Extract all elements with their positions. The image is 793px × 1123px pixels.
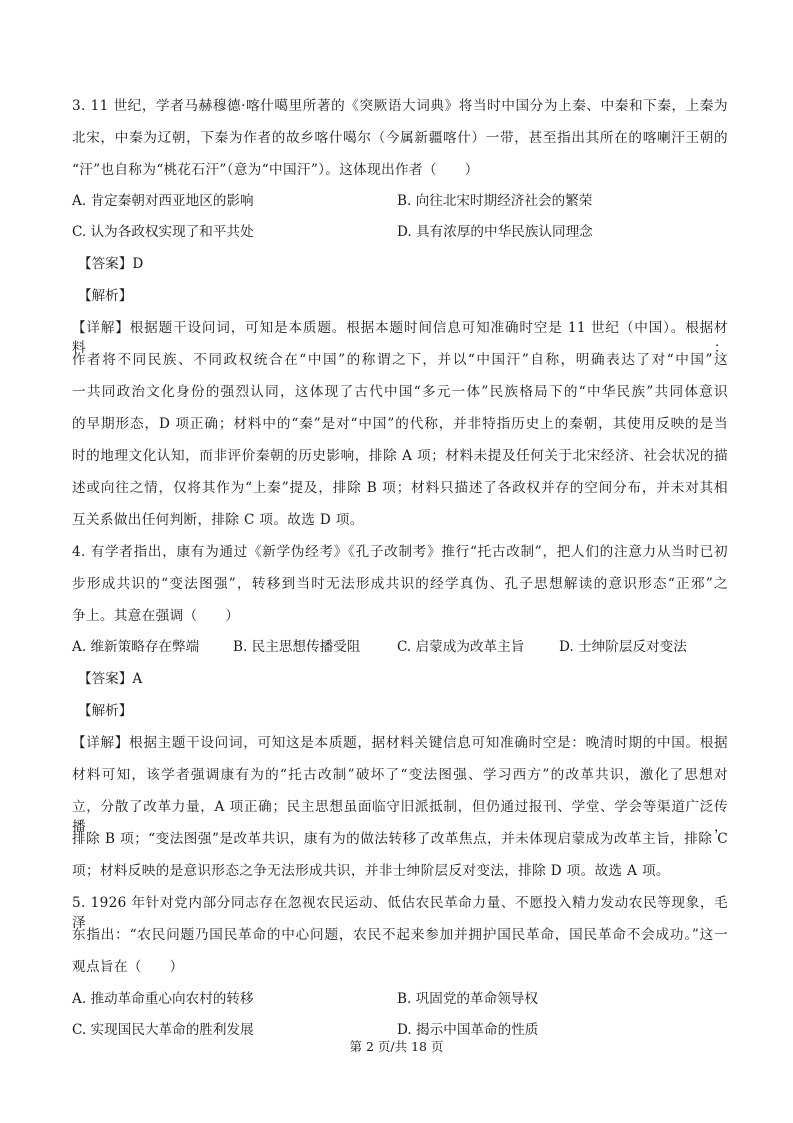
q4-detail-line-3: 立，分散了改革力量，A 项正确；民主思想虽面临守旧派抵制，但仍通过报刊、学堂、学会等渠道广泛传播，: [72, 799, 728, 835]
q5-stem-line-3: 观点旨在（ ）: [72, 959, 184, 975]
q3-option-d: D. 具有浓厚的中华民族认同理念: [397, 224, 593, 240]
q3-detail-line-1: 【详解】根据题干设问词，可知是本质题。根据本题时间信息可知准确时空是 11 世纪（中国）。根据材料：: [72, 320, 728, 356]
q5-option-a: A. 推动革命重心向农村的转移: [72, 991, 254, 1007]
page-footer: 第 2 页/共 18 页: [349, 1039, 444, 1054]
q4-option-b: B. 民主思想传播受阻: [233, 639, 361, 655]
q3-detail-line-6: 述或向往之情，仅将其作为“上秦”提及，排除 B 项；材料只描述了各政权并存的空间分布，并未对其相: [72, 480, 728, 496]
q4-detail-line-4: 排除 B 项；“变法图强”是改革共识，康有为的做法转移了改革焦点，并未体现启蒙成为改革主旨，排除 C: [72, 831, 728, 847]
q3-detail-line-5: 时的地理文化认知，而非评价秦朝的历史影响，排除 A 项；材料未提及任何关于北宋经济、社会状况的描: [72, 448, 728, 464]
q3-option-a: A. 肯定秦朝对西亚地区的影响: [72, 193, 254, 209]
q5-stem-line-1: 5. 1926 年针对党内部分同志存在忽视农民运动、低估农民革命力量、不愿投入精力发动农民等现象，毛泽: [72, 895, 728, 931]
q4-detail-line-5: 项；材料反映的是意识形态之争无法形成共识，并非士绅阶层反对变法，排除 D 项。故选 A 项。: [72, 863, 670, 879]
q3-detail-line-7: 互关系做出任何判断，排除 C 项。故选 D 项。: [72, 512, 364, 528]
q5-stem-line-2: 东指出：“农民问题乃国民革命的中心问题，农民不起来参加并拥护国民革命，国民革命不会成功。”这一: [72, 927, 728, 943]
q4-option-a: A. 维新策略存在弊端: [72, 639, 200, 655]
q4-analysis-label: 【解析】: [78, 703, 133, 719]
q3-detail-line-2: 作者将不同民族、不同政权统合在“中国”的称谓之下，并以“中国汗”自称，明确表达了对“中国”这: [72, 352, 728, 368]
q3-option-c: C. 认为各政权实现了和平共处: [72, 224, 254, 240]
q4-stem-line-2: 步形成共识的“变法图强”，转移到当时无法形成共识的经学真伪、孔子思想解读的意识形态“正邪”之: [72, 576, 728, 592]
q3-option-b: B. 向往北宋时期经济社会的繁荣: [397, 193, 593, 209]
q3-stem-line-3: “汗”也自称为“桃花石汗”（意为“中国汗”）。这体现出作者（ ）: [72, 162, 479, 178]
q3-stem-line-2: 北宋，中秦为辽朝，下秦为作者的故乡喀什噶尔（今属新疆喀什）一带，甚至指出其所在的喀喇汗王朝的: [72, 130, 728, 146]
q5-option-c: C. 实现国民大革命的胜利发展: [72, 1022, 254, 1038]
q5-option-d: D. 揭示中国革命的性质: [397, 1022, 539, 1038]
q4-answer: 【答案】A: [78, 671, 143, 687]
q3-answer: 【答案】D: [78, 256, 144, 272]
q3-detail-line-4: 的早期形态，D 项正确；材料中的“秦”是对“中国”的代称，并非特指历史上的秦朝，其使用反映的是当: [72, 416, 728, 432]
q4-option-c: C. 启蒙成为改革主旨: [397, 639, 525, 655]
q4-detail-line-2: 材料可知，该学者强调康有为的“托古改制”破坏了“变法图强、学习西方”的改革共识，激化了思想对: [72, 767, 728, 783]
q4-stem-line-1: 4. 有学者指出，康有为通过《新学伪经考》《孔子改制考》推行“托古改制”，把人们的注意力从当时已初: [72, 544, 728, 560]
q3-stem-line-1: 3. 11 世纪，学者马赫穆德·喀什噶里所著的《突厥语大词典》将当时中国分为上秦、中秦和下秦，上秦为: [72, 98, 728, 114]
q4-stem-line-3: 争上。其意在强调（ ）: [72, 608, 240, 624]
q4-option-d: D. 士绅阶层反对变法: [559, 639, 687, 655]
q3-analysis-label: 【解析】: [78, 288, 133, 304]
q5-option-b: B. 巩固党的革命领导权: [397, 991, 538, 1007]
q3-detail-line-3: 一共同政治文化身份的强烈认同，这体现了古代中国“多元一体”民族格局下的“中华民族”共同体意识: [72, 384, 728, 400]
q4-detail-line-1: 【详解】根据主题干设问词，可知这是本质题，据材料关键信息可知准确时空是：晚清时期的中国。根据: [72, 735, 728, 751]
